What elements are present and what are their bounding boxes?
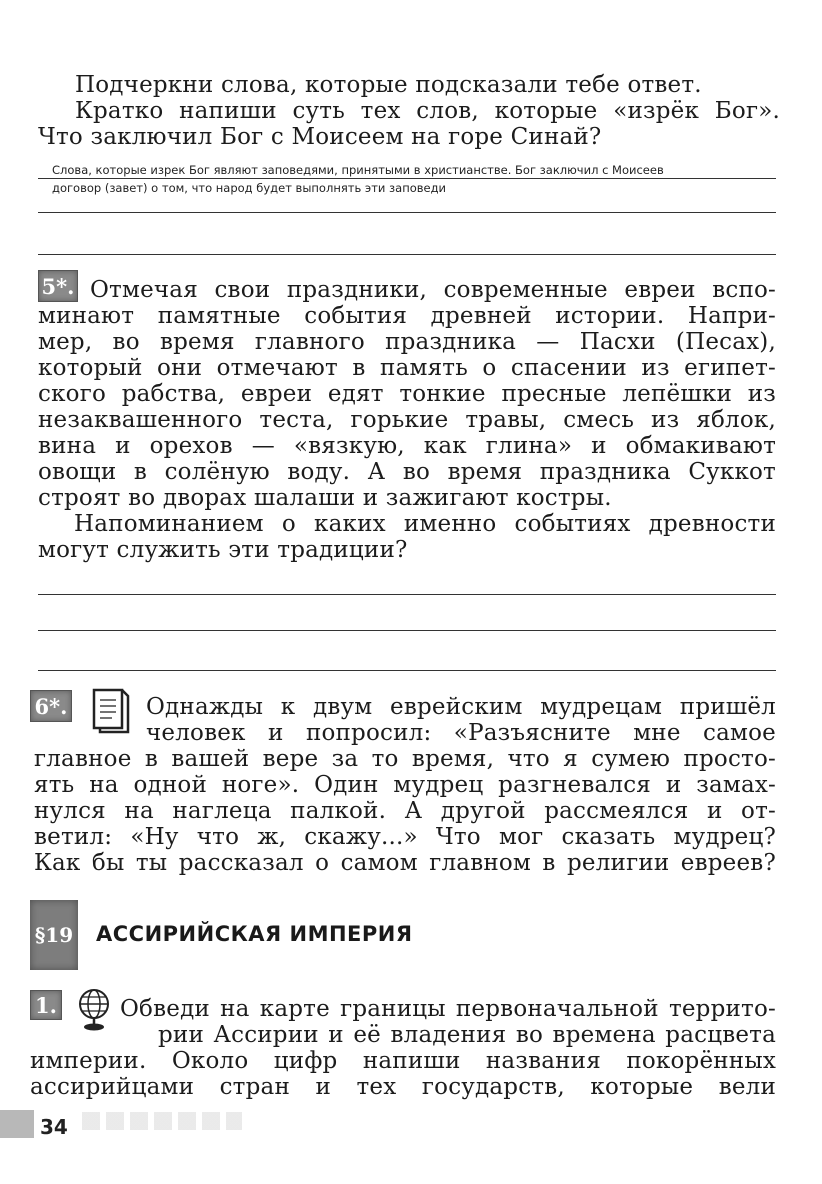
task6-line: главное в вашей вере за то время, что я сумею просто- (34, 746, 776, 772)
write-line (38, 212, 776, 213)
answer-line-2: договор (завет) о том, что народ будет выполнять эти заповеди (52, 181, 447, 195)
task5-line: мер, во время главного праздника — Пасхи (Песах), (38, 329, 776, 355)
task5-line: который они отмечают в память о спасении из египет- (38, 355, 776, 381)
task1-text (30, 1048, 776, 1100)
task5-line: строят во дворах шалаши и зажигают костры. (38, 485, 612, 511)
globe-icon (74, 986, 114, 1032)
task5-question-1: Напоминанием о каких именно событиях древности (74, 511, 776, 537)
document-icon (88, 686, 132, 734)
intro-text-2 (75, 98, 780, 124)
faint-footer-marks (82, 1112, 242, 1130)
task5-line: овощи в солёную воду. А во время праздника Суккот (38, 459, 776, 485)
intro-text (75, 72, 780, 98)
intro-line-1: Подчеркни слова, которые подсказали тебе ответ. (75, 72, 702, 98)
task5-text (38, 303, 776, 563)
write-line (38, 670, 776, 671)
write-line (38, 630, 776, 631)
intro-line-3: Что заключил Бог с Моисеем на горе Синай? (38, 124, 602, 150)
task5-question-2: могут служить эти традиции? (38, 537, 408, 563)
answer-line-1: Слова, которые изрек Бог являют заповедями, принятыми в христианстве. Бог заключил с Моисеев (52, 163, 664, 177)
task6-line: ять на одной ноге». Один мудрец разгневался и замах- (34, 772, 776, 798)
task6-line: нулся на наглеца палкой. А другой рассмеялся и от- (34, 798, 776, 824)
page-edge-strip (0, 1110, 34, 1138)
section-title: АССИРИЙСКАЯ ИМПЕРИЯ (96, 922, 413, 946)
section-number-tab: §19 (30, 900, 78, 970)
task5-line: ского рабства, евреи едят тонкие пресные лепёшки из (38, 381, 776, 407)
intro-text-3 (38, 124, 778, 150)
task-badge-5: 5*. (38, 270, 78, 302)
task1-line: Обведи на карте границы первоначальной террито- (120, 996, 776, 1022)
write-line (38, 594, 776, 595)
task6-line: человек и попросил: «Разъясните мне самое (146, 720, 776, 746)
task6-line: Как бы ты рассказал о самом главном в религии евреев? (34, 850, 776, 876)
page-number: 34 (40, 1115, 68, 1139)
task-badge-1: 1. (30, 990, 62, 1020)
task6-head (146, 694, 776, 746)
task6-text (34, 746, 776, 876)
task6-line: ветил: «Ну что ж, скажу...» Что мог сказать мудрец? (34, 824, 776, 850)
task5-line: вина и орехов — «вязкую, как глина» и обмакивают (38, 433, 776, 459)
task5-line: незаквашенного теста, горькие травы, смесь из яблок, (38, 407, 776, 433)
task5-first-line (90, 277, 776, 303)
task1-line: империи. Около цифр напиши названия покорённых (30, 1048, 776, 1074)
task-badge-6: 6*. (30, 690, 72, 722)
write-line (38, 254, 776, 255)
intro-line-2: Кратко напиши суть тех слов, которые «изрёк Бог». (75, 98, 780, 124)
task5-line: минают памятные события древней истории. Напри- (38, 303, 776, 329)
task1-head (120, 996, 776, 1022)
task1-head-2 (158, 1022, 776, 1048)
task1-line: рии Ассирии и её владения во времена расцвета (158, 1022, 776, 1048)
task1-line: ассирийцами стран и тех государств, которые вели (30, 1074, 776, 1100)
task6-line: Однажды к двум еврейским мудрецам пришёл (146, 694, 776, 720)
task5-line: Отмечая свои праздники, современные евреи вспо- (90, 277, 776, 303)
